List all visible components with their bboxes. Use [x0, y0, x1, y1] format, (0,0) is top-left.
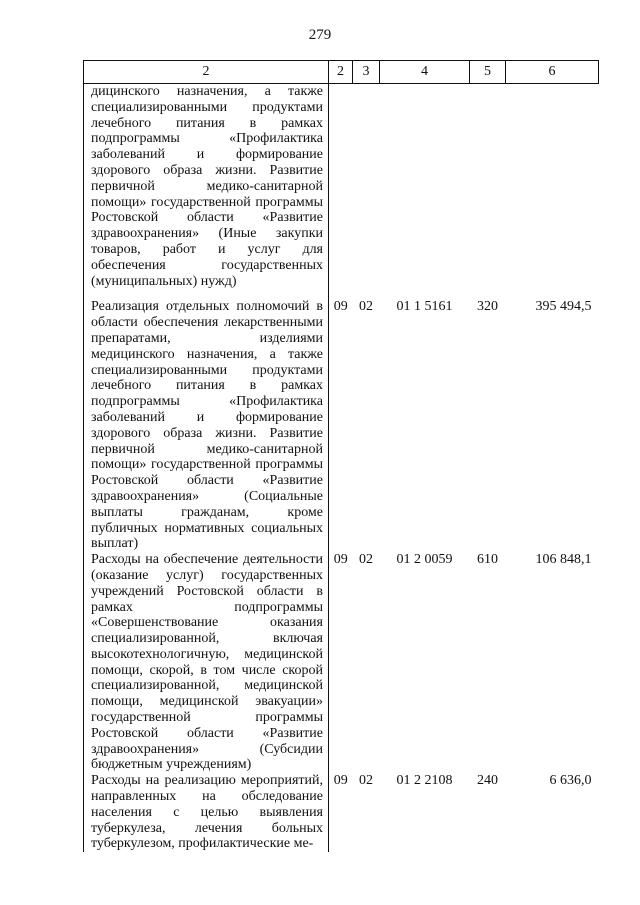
- page-number: 279: [308, 27, 332, 43]
- row-amount: [506, 84, 599, 300]
- header-row: [84, 61, 599, 84]
- table-row: [84, 84, 599, 300]
- row-rz: 09: [333, 773, 348, 789]
- row-pr: 02: [359, 773, 373, 789]
- table-row: [84, 552, 599, 773]
- row-rz: 09: [333, 552, 348, 568]
- table-row: [84, 773, 599, 852]
- header-cell-csr: 4: [380, 61, 470, 84]
- row-description: Расходы на обеспечение деятельности (оказание услуг) государственных учреждений Ростовской области в рамках подпрограммы «Совершенствование оказания специализированной, включая высокотехнологичную, медицинской помощи, скорой, в том числе скорой специализированной, медицинской помощи, медицинской эвакуации» государственной программы Ростовской области «Развитие здравоохранения» (Субсидии бюджетным учреждениям): [84, 552, 329, 773]
- row-csr: 01 2 0059: [396, 552, 453, 568]
- row-vr: 320: [477, 299, 498, 315]
- header-cell-vr: 5: [470, 61, 506, 84]
- budget-table: [83, 60, 599, 852]
- row-description: Расходы на реализацию мероприятий, направленных на обследование населения с целью выявления туберкулеза, лечения больных туберкулезом, профилактические ме-: [84, 773, 329, 852]
- row-rz: [329, 84, 353, 300]
- row-description: дицинского назначения, а также специализированными продуктами лечебного питания в рамках подпрограммы «Профилактика заболеваний и формирование здорового образа жизни. Развитие первичной медико-санитарной помощи» государственной программы Ростовской области «Развитие здравоохранения» (Иные закупки товаров, работ и услуг для обеспечения государственных (муниципальных) нужд): [84, 84, 329, 300]
- row-pr: 02: [359, 552, 373, 568]
- row-description: Реализация отдельных полномочий в области обеспечения лекарственными препаратами, изделиями медицинского назначения, а также специализированными продуктами лечебного питания в рамках подпрограммы «Профилактика заболеваний и формирование здорового образа жизни. Развитие первичной медико-санитарной помощи» государственной программы Ростовской области «Развитие здравоохранения» (Социальные выплаты гражданам, кроме публичных нормативных социальных выплат): [84, 299, 329, 552]
- row-amount: 395 494,5: [535, 299, 592, 315]
- table-row: [84, 299, 599, 552]
- row-amount: 106 848,1: [535, 552, 592, 568]
- row-csr: 01 2 2108: [396, 773, 453, 789]
- header-cell-rz: 2: [329, 61, 353, 84]
- row-vr: 610: [477, 552, 498, 568]
- row-pr: [353, 84, 380, 300]
- row-pr: 02: [359, 299, 373, 315]
- row-amount: 6 636,0: [549, 773, 592, 789]
- header-cell-amount: 6: [506, 61, 599, 84]
- row-vr: 240: [477, 773, 498, 789]
- header-cell-pr: 3: [353, 61, 380, 84]
- row-vr: [470, 84, 506, 300]
- row-rz: 09: [333, 299, 348, 315]
- row-csr: 01 1 5161: [396, 299, 453, 315]
- row-csr: [380, 84, 470, 300]
- header-cell-description: 2: [84, 61, 329, 84]
